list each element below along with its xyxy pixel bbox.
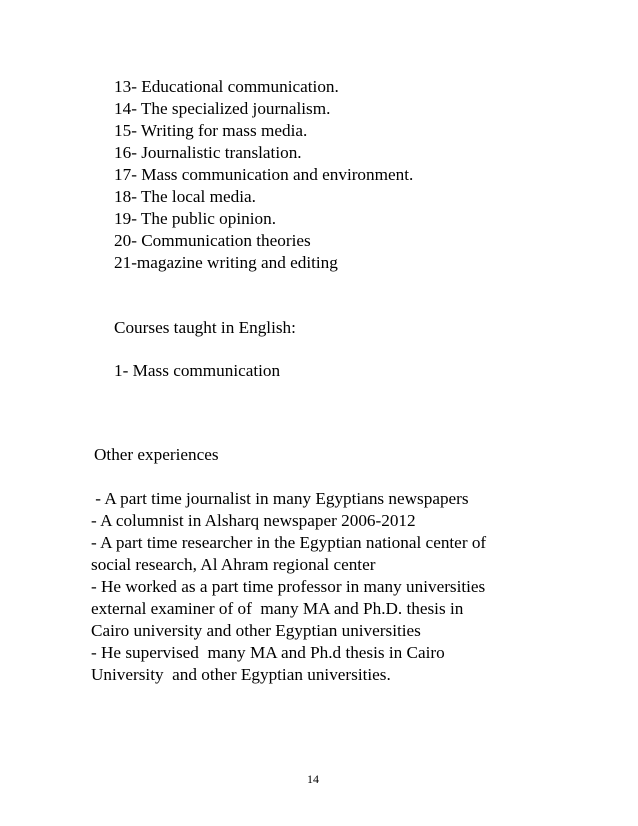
- experience-line: - A part time journalist in many Egyptians newspapers: [91, 489, 469, 508]
- experience-line: Cairo university and other Egyptian universities: [91, 621, 421, 640]
- other-experiences-heading: Other experiences: [94, 445, 219, 464]
- course-item-18: 18- The local media.: [114, 187, 256, 206]
- experience-line: - He supervised many MA and Ph.d thesis in Cairo: [91, 643, 445, 662]
- course-item-17: 17- Mass communication and environment.: [114, 165, 414, 184]
- course-item-14: 14- The specialized journalism.: [114, 99, 331, 118]
- experience-line: - A columnist in Alsharq newspaper 2006-2012: [91, 511, 416, 530]
- course-item-20: 20- Communication theories: [114, 231, 311, 250]
- course-item-19: 19- The public opinion.: [114, 209, 276, 228]
- course-item-21: 21-magazine writing and editing: [114, 253, 338, 272]
- courses-english-heading: Courses taught in English:: [114, 318, 296, 337]
- experience-line: - A part time researcher in the Egyptian national center of: [91, 533, 487, 552]
- courses-english-item: 1- Mass communication: [114, 361, 281, 380]
- experience-line: external examiner of of many MA and Ph.D. thesis in: [91, 599, 464, 618]
- course-item-13: 13- Educational communication.: [114, 77, 339, 96]
- course-item-15: 15- Writing for mass media.: [114, 121, 308, 140]
- experience-line: - He worked as a part time professor in many universities: [91, 577, 486, 596]
- page-number: 14: [307, 772, 319, 786]
- experience-line: social research, Al Ahram regional center: [91, 555, 376, 574]
- experience-line: University and other Egyptian universities.: [91, 665, 391, 684]
- course-item-16: 16- Journalistic translation.: [114, 143, 302, 162]
